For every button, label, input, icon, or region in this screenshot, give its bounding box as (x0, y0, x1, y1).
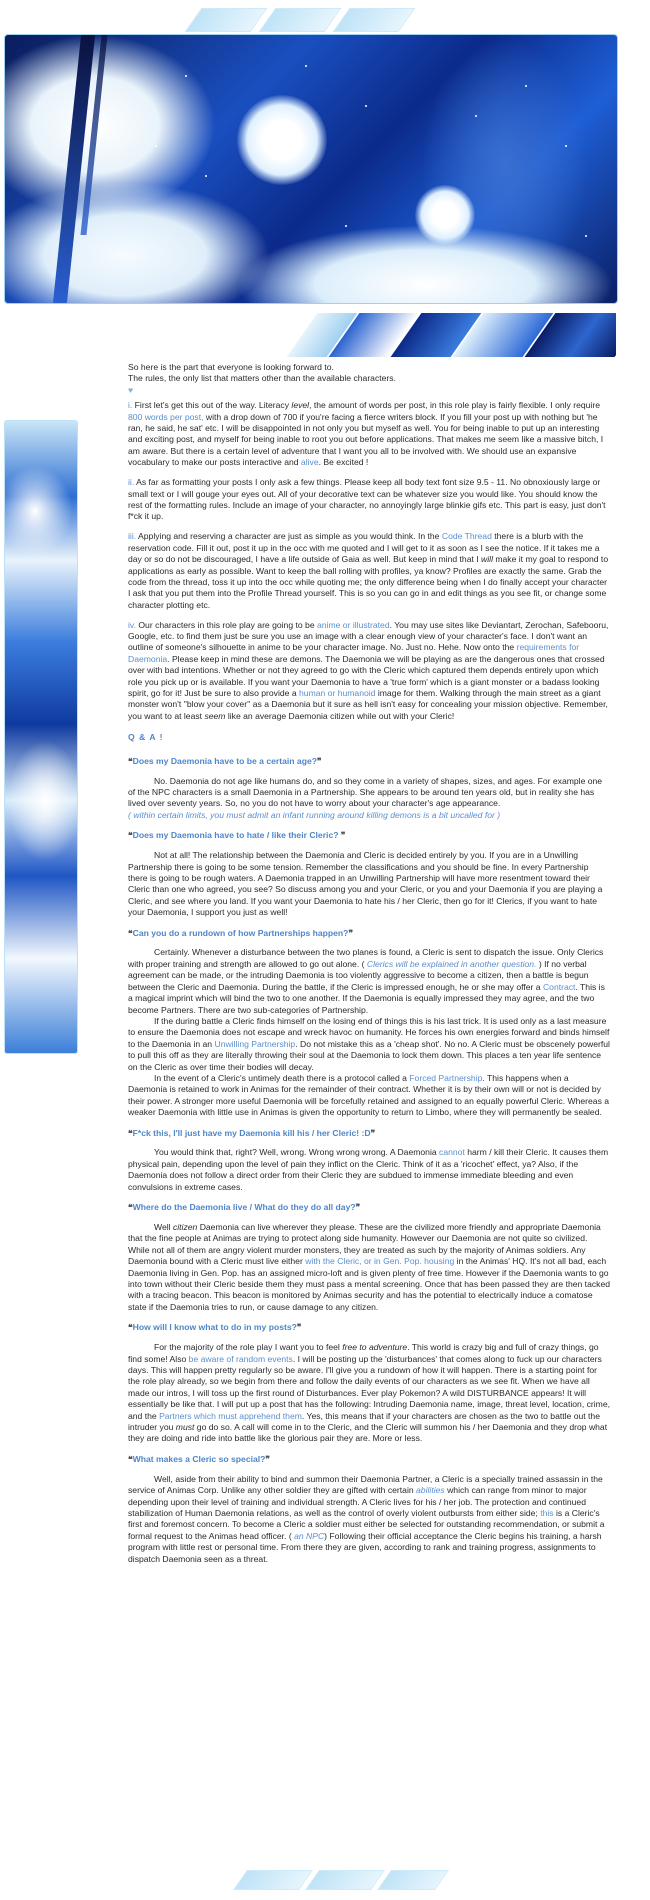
header-tabs (185, 8, 415, 30)
qa-item: ❝F*ck this, I'll just have my Daemonia kill his / her Cleric! :D❞ You would think that, right? Well, wrong. Wrong wrong wrong. A Daemonia cannot harm / kill their Cleric. It causes them physical pain, depending upon the level of pain they inflict on the Cleric. Think of it as a 'ricochet' effect, ya? Also, if the Daemonia does not follow a direct order from their Cleric they are subdued to immense immediate bleeding and even convulsions in extreme cases. (128, 1127, 609, 1192)
quote-open-icon: ❝ (128, 830, 133, 841)
heart-icon: ♥ (128, 384, 134, 395)
header-banner-image (4, 34, 618, 304)
rule-4: iv. Our characters in this role play are going to be anime or illustrated. You may use sites like Deviantart, Zerochan, Safebooru, Google, etc. to find them just be sure you use an image with a clear enough view of your character's face. I don't want an outline of someone's silhouette in anime to be your character image. No. Just no. Hehe. Now onto the requirements for Daemonia. Please keep in mind these are demons. The Daemonia we will be playing as are the dangerous ones that crossed over with bad intentions. Whether or not they agreed to go with the Cleric which captured them depends entirely upon which role you pick up or is available. If you want your Daemonia to have a 'true form' which is a giant monster or a badass looking spirit, go for it! Just be sure to also provide a human or humanoid image for them. Walking through the main street as a giant monster won't ''blow your cover'' as a Daemonia but it sure as hell isn't easy for concealing your mission objective. Remember, you want to at least seem like an average Daemonia citizen while out with your Cleric! (128, 619, 609, 721)
rule-3: iii. Applying and reserving a character are just as simple as you would think. In the Code Thread there is a blurb with the reservation code. Fill it out, post it up in the occ with me quoted and I will get to it as soon as I see the notice. If it takes me a day or so do not be discouraged, I have a life outside of Gaia as well. But keep in mind that I will make it my goal to respond to applications as early as possible. Want to keep the ball rolling with profiles, ya know? Profiles are exactly the same. Grab the code from the thread, toss it up into the occ while quoting me; the only difference being when I do finally accept your character I ask that you put them into the Profile Thread yourself. This is so you can go in and edit things as you see fit, or change some character plotting etc. (128, 531, 609, 610)
qa-question: ❝F*ck this, I'll just have my Daemonia kill his / her Cleric! :D❞ (128, 1127, 376, 1138)
code-thread-link[interactable]: Code Thread (441, 531, 492, 542)
qa-item: ❝Does my Daemonia have to be a certain age?❞ No. Daemonia do not age like humans do, and so they come in a variety of shapes, sizes, and ages. For example one of the NPC characters is a small Daemonia in a Partnership. She appears to be around ten years old, but in reality she has lived over seventy years. So, no you do not have to worry about your character's age appearance. ( within certain limits, you must admit an infant running around killing demons is a bit uncalled for ) (128, 756, 610, 822)
quote-close-icon: ❞ (316, 755, 322, 766)
header-tab[interactable] (333, 8, 416, 32)
rule-number: i. (128, 400, 133, 411)
qa-heading: Q & A ! (128, 732, 164, 743)
quote-open-icon: ❝ (128, 1322, 133, 1333)
qa-question: ❝Where do the Daemonia live / What do they do all day?❞ (128, 1202, 361, 1213)
intro (128, 362, 610, 396)
qa-question: ❝What makes a Cleric so special?❞ (128, 1453, 271, 1464)
header-tab[interactable] (185, 8, 268, 32)
rule-number: iii. (128, 531, 137, 542)
qa-item: ❝Where do the Daemonia live / What do they do all day?❞ Well citizen Daemonia can live wherever they please. These are the civilized more friendly and appropriate Daemonia that the fine people at Animas are trying to protect along side humanity. However our Daemonia are not quite so civilized. While not all of them are angry violent murder monsters, they are treated as such by the majority of Animas soldiers. Any Daemonia bound with a Cleric must live either with the Cleric, or in Gen. Pop. housing in the Animas' HQ. It's not all bad, each Daemonia living in Gen. Pop. has an assigned micro-loft and is given plenty of free time. However if the Daemonia wants to go into town without their Cleric beside them they must pass a mental screening. Once that has been passed they are then tacked with a tracing beacon. This beacon is monitored by Animas security and has the potential to electrically induce a comatose state if the Daemonia tries to run, or cause damage to any citizen. (128, 1202, 610, 1312)
footer-tabs (232, 1870, 462, 1888)
quote-open-icon: ❝ (128, 1127, 133, 1138)
header-tab[interactable] (259, 8, 342, 32)
qa-item: ❝Does my Daemonia have to hate / like their Cleric? ❞ Not at all! The relationship between the Daemonia and Cleric is decided entirely by you. If you are in a Unwilling Partnership there is going to be some tension. Remember the classifications and you should be fine. In every Partnership there is going to be rough waters. A Daemonia trapped in an Unwilling Partnership will have more resentment toward their Cleric than one who agreed, you see? So discuss among you and your Cleric, or you and your Daemonia if you are playing a Cleric, and see where you land. If you want your Daemonia to hate his / her Cleric, then go for it! Clerics, if you want to hate your Daemonia, I support you just as well! (128, 830, 610, 918)
quote-open-icon: ❝ (128, 927, 133, 938)
quote-open-icon: ❝ (128, 1453, 133, 1464)
quote-close-icon: ❞ (265, 1453, 271, 1464)
quote-close-icon: ❞ (370, 1127, 376, 1138)
quote-close-icon: ❞ (340, 830, 346, 841)
qa-question: ❝Can you do a rundown of how Partnerships happen?❞ (128, 927, 354, 938)
side-banner-image (4, 420, 78, 1054)
qa-question: ❝Does my Daemonia have to hate / like their Cleric? ❞ (128, 830, 346, 841)
qa-item: ❝What makes a Cleric so special?❞ Well, aside from their ability to bind and summon their Daemonia Partner, a Cleric is a specially trained assassin in the service of Animas Corp. Unlike any other soldier they are gifted with certain abilities which can range from minor to major depending upon their level of training and individual strength. A Cleric lives for his / her job. The protection and continued stabilization of Human Daemonia relations, as well as the control of overly violent outbursts from either side; this is a Cleric's first and foremost concern. To become a Cleric a soldier must either be selected for outstanding recommendation, or submit a formal request to the Animas head officer. ( an NPC) Following their official acceptance the Cleric begins his training, a harsh program with little rest or personal time. From there they are given, according to rank and training progress, assignments to dispatch Daemonia seen as a threat. (128, 1454, 610, 1565)
qa-note: ( within certain limits, you must admit an infant running around killing demons is a bit uncalled for ) (128, 809, 501, 820)
quote-close-icon: ❞ (296, 1322, 302, 1333)
qa-item: ❝How will I know what to do in my posts?❞ For the majority of the role play I want you to feel free to adventure. This world is crazy big and full of crazy things, go find some! Also be aware of random events. I will be posting up the 'disturbances' that comes along to fuck up our characters days. This will happen pretty regularly so be aware. I'll give you a rundown of how it will happen. There is a starting point for the role play already, so we begin from there and follow the daily events of our characters as we see fit. When we have all made our intros, I will toss up the first round of Disturbances. Ever play Pokemon? A wild DISTURBANCE appears! It will essentially be like that. I will put up a post that has the following: Intruding Daemonia name, image, threat level, location, crime, and the Partners which must apprehend them. Yes, this means that if your characters are chosen as the two to battle out the intruder you must go do so. A call will come in to the Cleric, and the Cleric will summon his / her Daemonia and they drop what they are doing and ride into battle like the glorious pair they are. More or less. (128, 1322, 610, 1444)
rule-number: iv. (128, 619, 136, 630)
rule-1: i. First let's get this out of the way. Literacy level, the amount of words per post, in this role play is fairly flexible. I only require 800 words per post, with a drop down of 700 if you're facing a fierce writers block. If you fill your post up with nothing but 'he ran, he said, he sat' etc. I will be disappointed in not only you but myself as well. You for being inable to put up an interesting and exciting post, and myself for being inable to root you out before applications. That makes me seem like a massive bitch, I am aware. But there is a certain level of adventure that I want you all to be involved with. We should use an expansive vocabulary to make our posts interactive and alive. Be excited ! (128, 400, 604, 468)
qa-question: ❝Does my Daemonia have to be a certain age?❞ (128, 755, 322, 766)
rules-content (128, 362, 610, 1574)
rule-number: ii. (128, 477, 135, 488)
intro-line: The rules, the only list that matters other than the available characters. (128, 373, 396, 384)
qa-question: ❝How will I know what to do in my posts?❞ (128, 1322, 302, 1333)
banner-moon (415, 185, 475, 245)
quote-open-icon: ❝ (128, 755, 133, 766)
quote-close-icon: ❞ (355, 1202, 361, 1213)
intro-line: So here is the part that everyone is looking forward to. (128, 362, 334, 372)
rule-2: ii. As far as formatting your posts I only ask a few things. Please keep all body text font size 9.5 - 11. No obnoxiously large or small text or I will gouge your eyes out. All of your decorative text can be whatever size you would like. You should know the rest of the formatting rules. Include an image of your character, no annoyingly large blinkie gifs etc. This part is easy, just don't f*ck it up. (128, 477, 606, 522)
quote-close-icon: ❞ (348, 927, 354, 938)
divider-banner (282, 313, 616, 357)
footer-tab[interactable] (377, 1870, 449, 1890)
footer-tab[interactable] (233, 1870, 313, 1890)
quote-open-icon: ❝ (128, 1202, 133, 1213)
qa-item: ❝Can you do a rundown of how Partnerships happen?❞ Certainly. Whenever a disturbance between the two planes is found, a Cleric is sent to dispatch the issue. Only Clerics with proper training and strength are allowed to go out alone. ( Clerics will be explained in another question. ) If no verbal agreement can be made, or the intruding Daemonia is too violently aggressive to become a citizen, then a battle is begun between the Cleric and Daemonia. During the battle, if the Cleric is impressed enough, he or she may offer a Contract. This is a magical imprint which will bind the two to one another. If the Daemonia is equally impressed they may agree, and the two become Partners. There are two sub-categories of Partnership. If the during battle a Cleric finds himself on the losing end of things this is his last trick. It is used only as a last measure to ensure the Daemonia does not escape and wreck havoc on humanity. He forces his own energies forward and binds himself to the Daemonia in an Unwilling Partnership. Do not mistake this as a 'cheap shot'. No no. A Cleric must be obscenely powerful to pull this off as they are literally throwing their soul at the Daemonia to lock them down. This places a ten year life sentence on the Cleric as over time their bodies will decay. In the event of a Cleric's untimely death there is a protocol called a Forced Partnership. This happens when a Daemonia is retained to work in Animas for the remainder of their contract. Whether it is by their own will or not is decided by their power. A stronger more useful Daemonia will be forcefully retained and assigned to an equally powerful Cleric. Whereas a weaker Daemonia with little use in Animas is given the opportunity to return to Limbo, where they will permanently be sealed. (128, 927, 610, 1118)
footer-tab[interactable] (305, 1870, 385, 1890)
banner-moon (237, 95, 327, 185)
